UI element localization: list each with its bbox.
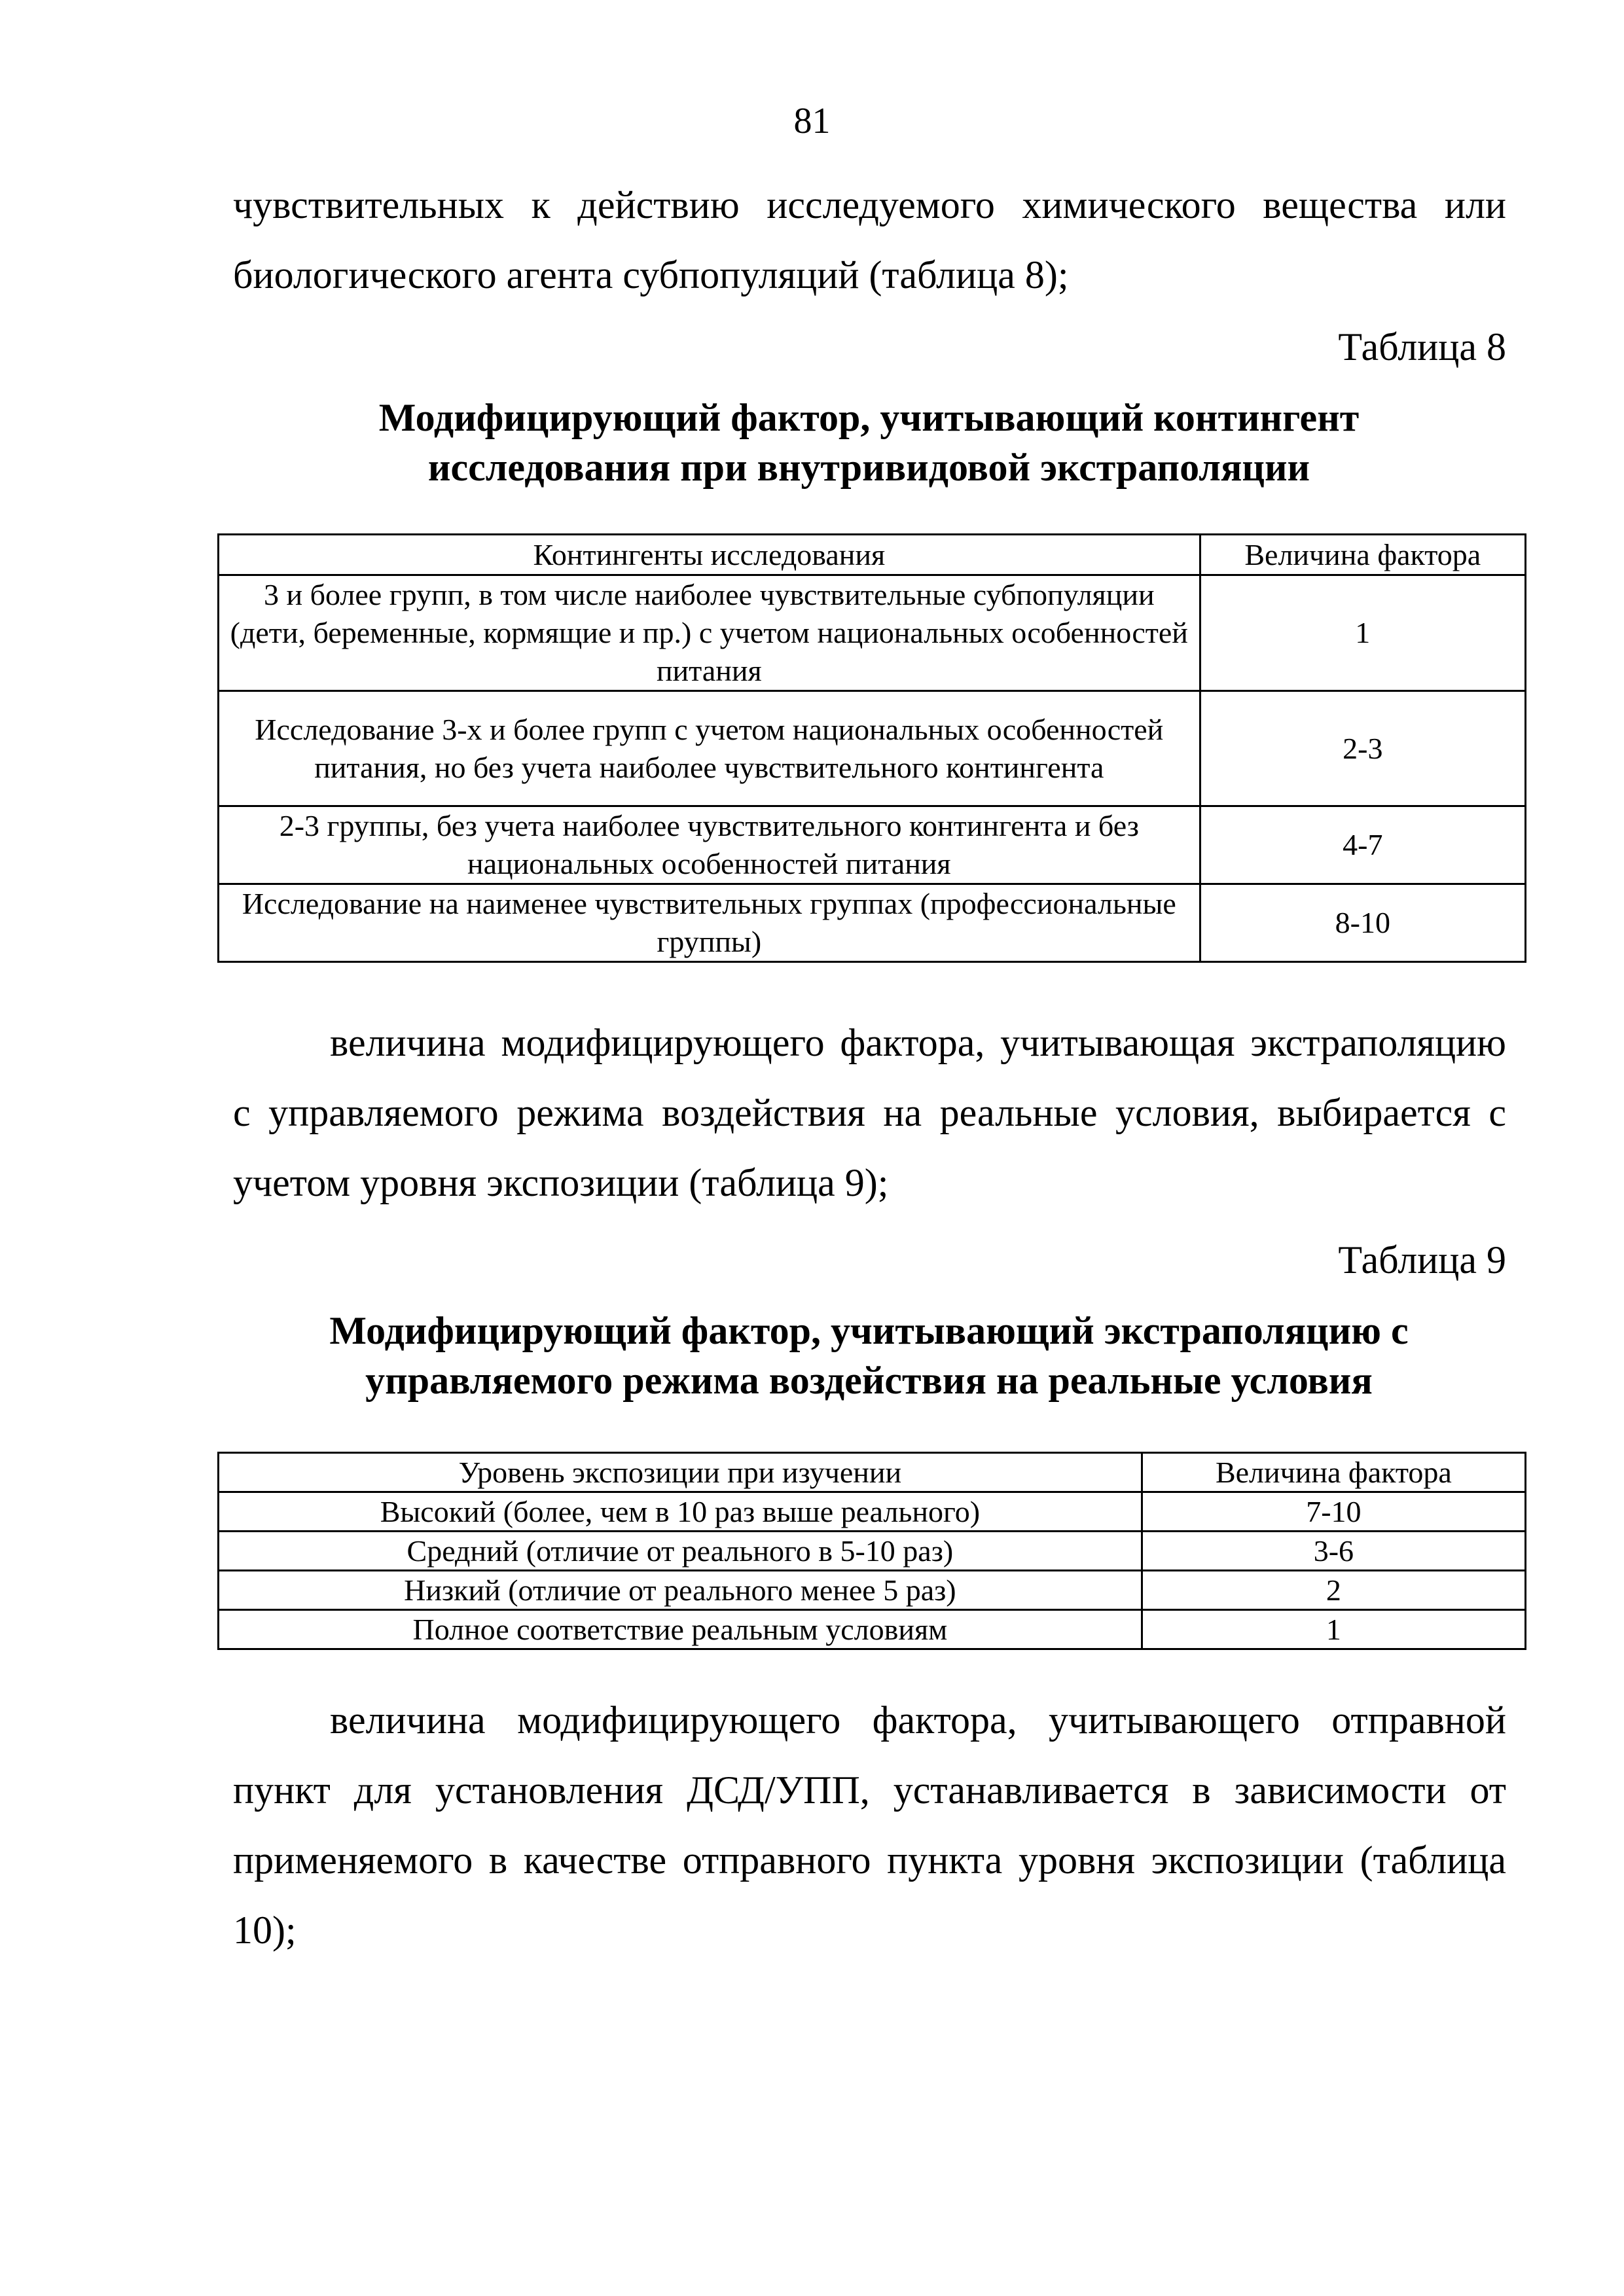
header-exposure-level: Уровень экспозиции при изучении xyxy=(219,1453,1142,1492)
header-contingents: Контингенты исследования xyxy=(219,535,1200,575)
cell-level: Высокий (более, чем в 10 раз выше реального) xyxy=(219,1492,1142,1532)
table-9-title-line-1: Модифицирующий фактор, учитывающий экстраполяцию с xyxy=(329,1309,1409,1352)
table-8-title-line-2: исследования при внутривидовой экстраполяции xyxy=(427,446,1310,489)
table-row xyxy=(219,1571,1526,1610)
table-8 xyxy=(217,533,1526,963)
table-9 xyxy=(217,1452,1526,1650)
table-row xyxy=(219,1610,1526,1649)
header-factor: Величина фактора xyxy=(1142,1453,1525,1492)
table-9-title-line-2: управляемого режима воздействия на реальные условия xyxy=(365,1359,1373,1402)
cell-contingent: Исследование на наименее чувствительных группах (профессиональные группы) xyxy=(219,884,1200,962)
cell-contingent: 2-3 группы, без учета наиболее чувствительного контингента и без национальных особенностей питания xyxy=(219,806,1200,884)
table-row xyxy=(219,1492,1526,1532)
cell-contingent: 3 и более групп, в том числе наиболее чувствительные субпопуляции (дети, беременные, кормящие и пр.) с учетом национальных особенностей питания xyxy=(219,575,1200,691)
cell-level: Полное соответствие реальным условиям xyxy=(219,1610,1142,1649)
table-row xyxy=(219,691,1526,806)
table-8-title xyxy=(216,393,1522,492)
page-number: 81 xyxy=(793,101,831,141)
cell-factor: 7-10 xyxy=(1142,1492,1525,1532)
header-factor: Величина фактора xyxy=(1200,535,1525,575)
table-header-row xyxy=(219,535,1526,575)
cell-contingent: Исследование 3-х и более групп с учетом национальных особенностей питания, но без учета наиболее чувствительного контингента xyxy=(219,691,1200,806)
paragraph-2: величина модифицирующего фактора, учитывающая экстраполяцию с управляемого режима воздействия на реальные условия, выбирается с учетом уровня экспозиции (таблица 9); xyxy=(233,1021,1506,1204)
table-8-title-line-1: Модифицирующий фактор, учитывающий контингент xyxy=(378,396,1360,439)
cell-factor: 4-7 xyxy=(1200,806,1525,884)
cell-factor: 2-3 xyxy=(1200,691,1525,806)
cell-level: Средний (отличие от реального в 5-10 раз) xyxy=(219,1532,1142,1571)
cell-factor: 1 xyxy=(1200,575,1525,691)
table-9-label: Таблица 9 xyxy=(1338,1238,1506,1282)
table-row xyxy=(219,884,1526,962)
table-8-label: Таблица 8 xyxy=(1338,325,1506,368)
cell-factor: 1 xyxy=(1142,1610,1525,1649)
paragraph-1: чувствительных к действию исследуемого химического вещества или биологического агента субпопуляций (таблица 8); xyxy=(233,183,1506,296)
paragraph-3: величина модифицирующего фактора, учитывающего отправной пункт для установления ДСД/УПП, устанавливается в зависимости от применяемого в качестве отправного пункта уровня экспозиции (таблица 10); xyxy=(233,1698,1506,1952)
cell-factor: 2 xyxy=(1142,1571,1525,1610)
cell-factor: 8-10 xyxy=(1200,884,1525,962)
table-row xyxy=(219,1532,1526,1571)
cell-level: Низкий (отличие от реального менее 5 раз) xyxy=(219,1571,1142,1610)
cell-factor: 3-6 xyxy=(1142,1532,1525,1571)
table-row xyxy=(219,806,1526,884)
table-9-title xyxy=(216,1306,1522,1405)
table-row xyxy=(219,575,1526,691)
table-header-row xyxy=(219,1453,1526,1492)
